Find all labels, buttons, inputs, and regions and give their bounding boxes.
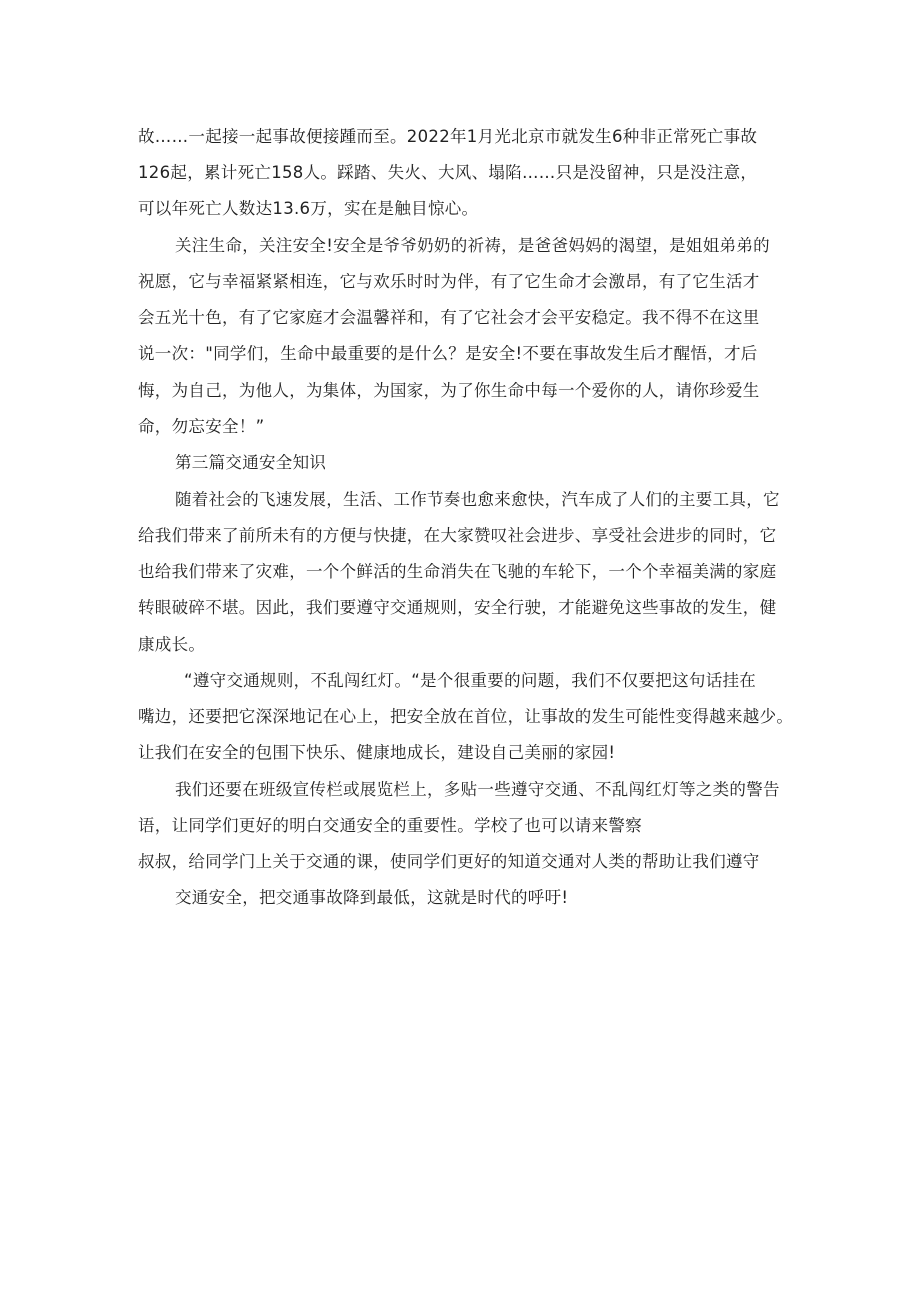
text-line: 给我们带来了前所未有的方便与快捷，在大家赞叹社会进步、享受社会进步的同时，它 bbox=[138, 526, 777, 545]
text-line: 会五光十色，有了它家庭才会温馨祥和，有了它社会才会平安稳定。我不得不在这里 bbox=[138, 308, 760, 327]
text-line: 悔，为自己，为他人，为集体，为国家，为了你生命中每一个爱你的人，请你珍爱生 bbox=[138, 381, 760, 400]
text-line: 也给我们带来了灾难，一个个鲜活的生命消失在飞驰的车轮下，一个个幸福美满的家庭 bbox=[138, 562, 777, 581]
text-line: 故……一起接一起事故便接踵而至。2022年1月光北京市就发生6种非正常死亡事故 bbox=[138, 127, 758, 146]
section-heading: 第三篇交通安全知识 bbox=[175, 453, 327, 472]
paragraph-start-line: “遵守交通规则，不乱闯红灯。“是个很重要的问题，我们不仅要把这句话挂在 bbox=[184, 671, 757, 690]
text-line: 嘴边，还要把它深深地记在心上，把安全放在首位，让事故的发生可能性变得越来越少。 bbox=[138, 707, 794, 726]
text-line: 语，让同学们更好的明白交通安全的重要性。学校了也可以请来警察 bbox=[138, 816, 642, 835]
text-line: 说一次："同学们，生命中最重要的是什么？是安全!不要在事故发生后才醒悟，才后 bbox=[138, 344, 758, 363]
text-line: 可以年死亡人数达13.6万，实在是触目惊心。 bbox=[138, 199, 479, 218]
text-line: 命，勿忘安全！” bbox=[138, 417, 265, 436]
text-line: 康成长。 bbox=[138, 635, 206, 654]
paragraph-start-line: 我们还要在班级宣传栏或展览栏上，多贴一些遵守交通、不乱闯红灯等之类的警告 bbox=[175, 780, 780, 799]
text-line: 叔叔，给同学门上关于交通的课，使同学们更好的知道交通对人类的帮助让我们遵守 bbox=[138, 852, 760, 871]
paragraph-start-line: 关注生命，关注安全!安全是爷爷奶奶的祈祷，是爸爸妈妈的渴望，是姐姐弟弟的 bbox=[175, 236, 770, 255]
text-line: 祝愿，它与幸福紧紧相连，它与欢乐时时为伴，有了它生命才会激昂，有了它生活才 bbox=[138, 272, 760, 291]
text-line: 126起，累计死亡158人。踩踏、失火、大风、塌陷……只是没留神，只是没注意， bbox=[138, 163, 758, 182]
text-line: 让我们在安全的包围下快乐、健康地成长，建设自己美丽的家园! bbox=[138, 743, 616, 762]
text-line: 交通安全，把交通事故降到最低，这就是时代的呼吁! bbox=[175, 888, 569, 907]
paragraph-start-line: 随着社会的飞速发展，生活、工作节奏也愈来愈快，汽车成了人们的主要工具，它 bbox=[175, 490, 780, 509]
text-line: 转眼破碎不堪。因此，我们要遵守交通规则，安全行驶，才能避免这些事故的发生，健 bbox=[138, 598, 777, 617]
